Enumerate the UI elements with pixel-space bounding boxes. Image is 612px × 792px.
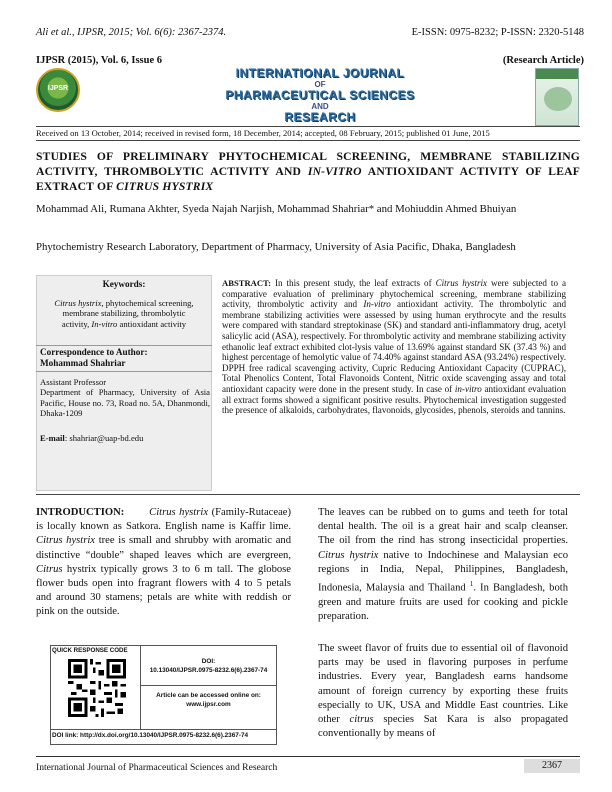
introduction-paragraph: INTRODUCTION: Citrus hystrix (Family-Rutaceae) is locally known as Satkora. English name is Kaffir lime. Citrus hystrix tree is small and shrubby with aromatic and distinctive “double” shaped leaves which are evergreen, Citrus hystrix typically grows 3 to 6 m tall. The globose flower buds open into fragrant flowers with 4 to 5 petals and around 30 stamens; petals are white with reddish or pink on the outside. [36, 507, 291, 618]
masthead-line-2: OF [314, 80, 326, 89]
footer-journal-name: International Journal of Pharmaceutical Sciences and Research [36, 762, 278, 773]
masthead-line-5: RESEARCH [284, 110, 356, 124]
journal-logo [36, 68, 80, 112]
journal-masthead [200, 68, 440, 123]
keywords-list: Citrus hystrix, phytochemical screening, membrane stabilizing, thrombolytic activity, In-vitro antioxidant activity [54, 298, 194, 329]
journal-website-link[interactable]: www.ijpsr.com [186, 701, 231, 708]
qr-label: QUICK RESPONSE CODE [52, 647, 128, 654]
journal-cover-thumbnail [535, 68, 579, 126]
article-title: STUDIES OF PRELIMINARY PHYTOCHEMICAL SCREENING, MEMBRANE STABILIZING ACTIVITY, THROMBOLYTIC ACTIVITY AND IN-VITRO ANTIOXIDANT ACTIVITY OF LEAF EXTRACT OF CITRUS HYSTRIX [36, 150, 580, 193]
infobox-divider [36, 345, 212, 346]
qr-box-divider [50, 729, 277, 730]
masthead-line-3: PHARMACEUTICAL SCIENCES [225, 88, 415, 102]
doi-block: DOI: 10.13040/IJPSR.0975-8232.6(6).2367-74 [149, 658, 268, 674]
correspondence-heading: Correspondence to Author: Mohammad Shahriar [40, 347, 148, 368]
doi-link[interactable]: DOI link: http://dx.doi.org/10.13040/IJPSR.0975-8232.6(6).2367-74 [52, 732, 249, 739]
footer-divider [36, 756, 580, 757]
issn: E-ISSN: 0975-8232; P-ISSN: 2320-5148 [411, 27, 584, 38]
header-divider [36, 126, 580, 127]
page-number: 2367 [524, 759, 580, 773]
abstract-divider [36, 494, 580, 495]
correspondence-address: Assistant Professor Department of Pharmacy, University of Asia Pacific, House no. 73, Road no. 5A, Dhanmondi, Dhaka-1209 [40, 377, 210, 419]
correspondence-email: E-mail: shahriar@uap-bd.edu [40, 433, 144, 443]
online-access: Article can be accessed online on: www.ijpsr.com [140, 691, 277, 709]
qr-box-divider [140, 685, 277, 686]
abstract: ABSTRACT: In this present study, the leaf extracts of Citrus hystrix were subjected to a comparative evaluation of preliminary phytochemical screening, membrane stabilizing activity, thrombolytic activity and In-vitro antioxidant activity. The thrombolytic and membrane stabilizing activities were assessed by using human erythrocyte and the results were compared with standard streptokinase (SK) and standard anti-inflammatory drug, acetyl salicylic acid (ASA), respectively. For thrombolytic activity and membrane stabilizing activity ethanolic leaf extract exhibited clot-lysis value of 13.69% against standard SK (37.43 %) and highest percentage of hemolytic value of 74.40% against standard ASA (93.24%) respectively. DPPH free radical scavenging activity, Cupric Reducing Antioxidant Capacity (CUPRAC), Total Phenolics Content, Total Flavonoids Content, Nitric oxide scavenging assay and total antioxidant capacity were done in the present study. In case of in-vitro antioxidant evaluation all extract forms showed a significant positive results. Phytochemical investigation suggested the presence of alkaloids, carbohydrates, flavonoids, glycosides, phenols, steroids and tannins. [222, 278, 566, 416]
received-dates: Received on 13 October, 2014; received in revised form, 18 December, 2014; accepted, 08 February, 2015; published 01 June, 2015 [36, 128, 490, 138]
article-type: (Research Article) [502, 55, 584, 66]
running-citation: Ali et al., IJPSR, 2015; Vol. 6(6): 2367-2374. [36, 27, 227, 38]
masthead-line-1: INTERNATIONAL JOURNAL [235, 66, 405, 80]
infobox-divider-2 [36, 371, 212, 372]
keywords-heading: Keywords: [102, 279, 146, 289]
body-paragraph-2: The sweet flavor of fruits due to essential oil of flavonoid parts may be used in flavoring purposes in perfume industries. Every year, Bangladesh earns handsome amount of foreign currency by exporting these fruits especially to UK, USA and Middle East countries. Like other citrus species Sat Kara is also propagated conventionally by means of [318, 643, 568, 740]
masthead-line-4: AND [311, 102, 329, 111]
affiliation: Phytochemistry Research Laboratory, Department of Pharmacy, University of Asia Pacific, Dhaka, Bangladesh [36, 241, 516, 253]
volume-info: IJPSR (2015), Vol. 6, Issue 6 [36, 55, 163, 66]
body-paragraph-1: The leaves can be rubbed on to gums and teeth for total dental health. The oil is a great hair and scalp cleanser. The oil from the rind has strong insecticidal properties. Citrus hystrix native to Indochinese and Malaysian eco regions in India, Nepal, Philippines, Bangladesh, Indonesia, Malaysia and Thailand $^1$. In Bangladesh, both green and mature fruits are used for cooking and pickle preparation. [318, 507, 569, 622]
qr-code-icon[interactable] [68, 659, 126, 717]
received-divider [36, 140, 580, 141]
author-list: Mohammad Ali, Rumana Akhter, Syeda Najah Narjish, Mohammad Shahriar* and Mohiuddin Ahmed Bhuiyan [36, 203, 517, 215]
journal-logo-text: IJPSR [47, 85, 69, 92]
